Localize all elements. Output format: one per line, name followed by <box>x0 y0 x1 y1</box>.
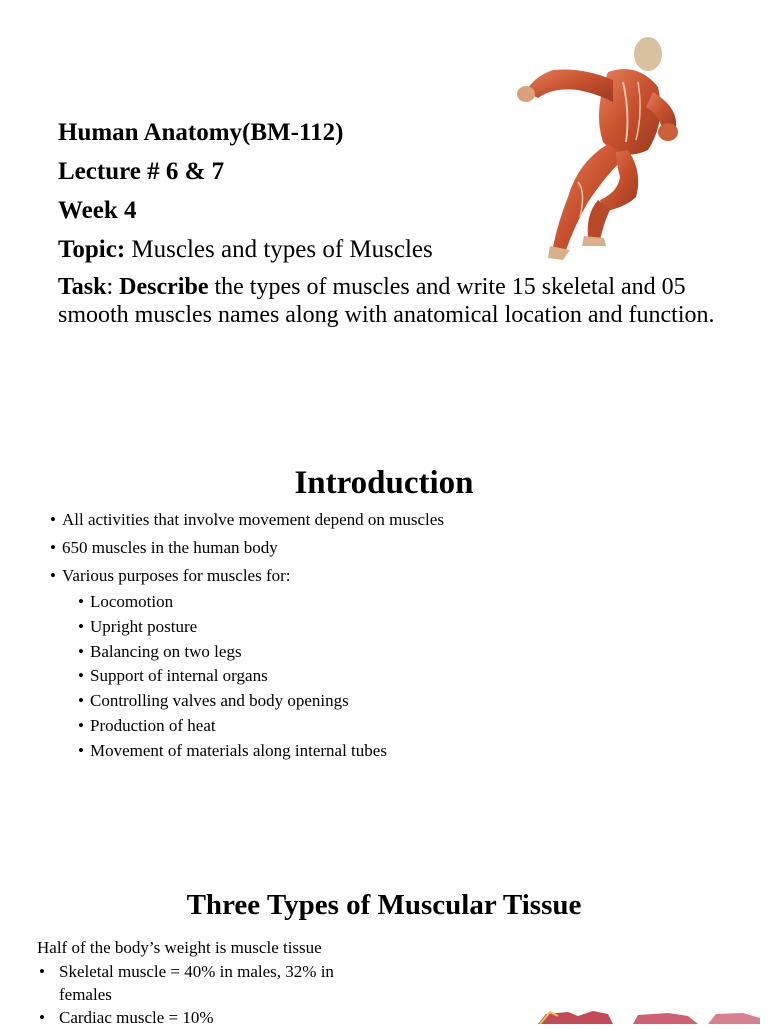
list-item: • Various purposes for muscles for: <box>62 566 444 586</box>
muscle-fibers-icon <box>538 1008 760 1024</box>
list-item: • Production of heat <box>90 716 387 736</box>
anatomy-figure-image <box>508 32 688 264</box>
muscle-type-list <box>37 960 387 1029</box>
topic-value: Muscles and types of Muscles <box>125 236 433 263</box>
task-text: the types of muscles and write 15 skeletal and 05 smooth muscles names along with anatomical location and function. <box>58 274 715 328</box>
task-verb: Describe <box>119 274 209 300</box>
topic-label: Topic: <box>58 236 126 263</box>
task-colon: : <box>106 274 120 300</box>
three-types-heading: Three Types of Muscular Tissue <box>186 889 582 921</box>
running-muscle-man-icon <box>508 32 688 264</box>
list-item: • Cardiac muscle = 10% <box>37 1006 387 1029</box>
task-label: Task <box>58 274 107 300</box>
list-item: • Controlling valves and body openings <box>90 691 387 711</box>
muscle-tissue-image <box>538 1008 760 1024</box>
list-item: • Skeletal muscle = 40% in males, 32% in females <box>37 960 387 1006</box>
topic-line <box>58 235 433 265</box>
list-item: • Upright posture <box>90 617 387 637</box>
course-title: Human Anatomy(BM-112) <box>58 119 344 146</box>
list-item: • Locomotion <box>90 592 387 612</box>
muscle-weight-intro: Half of the body’s weight is muscle tissue <box>37 938 322 957</box>
introduction-heading: Introduction <box>294 465 474 501</box>
list-item: • Support of internal organs <box>90 666 387 686</box>
list-item: • All activities that involve movement depend on muscles <box>62 510 444 530</box>
list-item: • Movement of materials along internal tubes <box>90 741 387 761</box>
list-item: • Balancing on two legs <box>90 642 387 662</box>
lecture-number: Lecture # 6 & 7 <box>58 158 225 185</box>
task-paragraph <box>58 273 718 329</box>
list-item: • 650 muscles in the human body <box>62 538 444 558</box>
week-label: Week 4 <box>58 197 137 224</box>
introduction-bullet-list <box>62 510 444 594</box>
muscle-purposes-list <box>90 592 387 766</box>
